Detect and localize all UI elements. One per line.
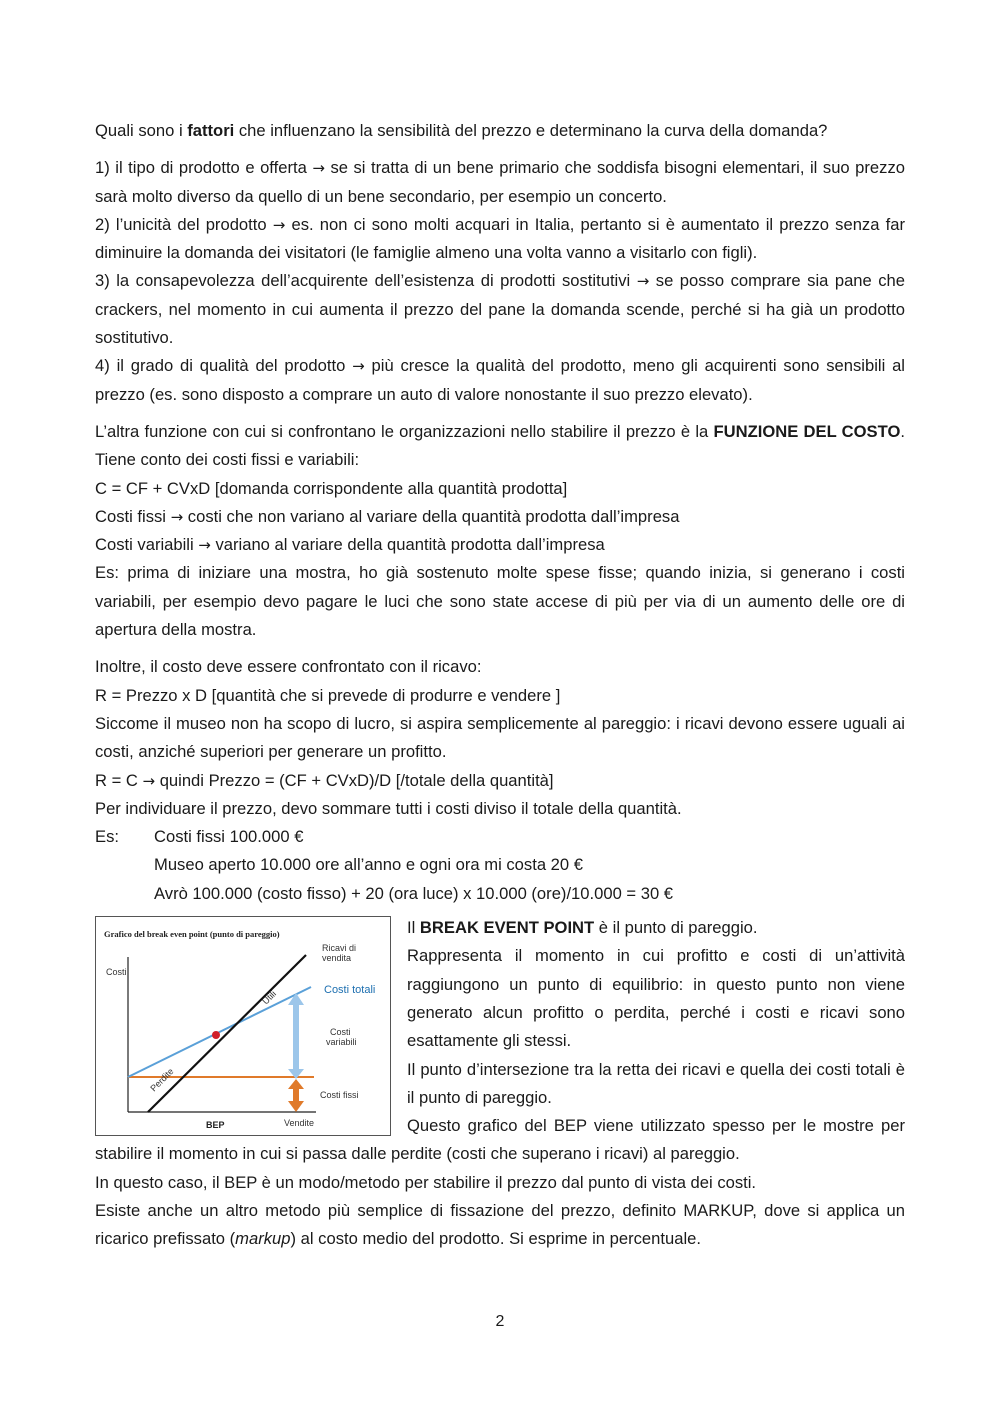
price-method: Per individuare il prezzo, devo sommare tutti i costi diviso il totale della quantità. (95, 798, 682, 818)
factor-3: 3) la consapevolezza dell’acquirente dell’esistenza di prodotti sostitutivi → se posso comprare sia pane che crackers, nel momento in cui aumenta il prezzo del pane la domanda scende, perché si ha già un prodotto sostitutivo. (95, 271, 906, 348)
y-axis-label: Costi (106, 967, 127, 978)
arrow-icon: → (352, 357, 365, 376)
non-profit-paragraph: Siccome il museo non ha scopo di lucro, si aspira semplicemente al pareggio: i ricavi devono essere uguali ai costi, anziché superiori per generare un profitto. (95, 713, 905, 762)
arrow-down-icon (288, 1101, 304, 1112)
bep-paragraph-4: In questo caso, il BEP è un modo/metodo per stabilire il prezzo dal punto di vista dei costi. (95, 1172, 757, 1192)
arrow-up-icon (288, 993, 304, 1005)
bep-paragraph-2: Il punto d’intersezione tra la retta dei ricavi e quella dei costi totali è il punto di pareggio. (407, 1059, 905, 1107)
bep-chart-figure (95, 916, 391, 1136)
document-body (95, 117, 905, 1254)
chart-title: Grafico del break even point (punto di pareggio) (104, 929, 280, 940)
arrow-icon: → (198, 536, 211, 555)
bep-definition: Il BREAK EVENT POINT è il punto di pareggio. (407, 918, 758, 938)
example-line-1: Costi fissi 100.000 € (154, 827, 304, 847)
break-even-point (212, 1031, 220, 1039)
exhibition-example: Es: prima di iniziare una mostra, ho già sostenuto molte spese fisse; quando inizia, si generano i costi variabili, per esempio devo pagare le luci che sono state accese di più per via di un aumento delle ore di apertura della mostra. (95, 563, 905, 640)
fixed-costs-label: Costi fissi (320, 1090, 359, 1101)
arrow-icon: → (272, 215, 286, 234)
revenue-intro: Inoltre, il costo deve essere confrontato con il ricavo: (95, 657, 482, 677)
fixed-costs-line: Costi fissi → costi che non variano al variare della quantità prodotta dall’impresa (95, 506, 680, 526)
variable-costs-label-2: variabili (326, 1037, 357, 1048)
arrow-icon: → (636, 272, 650, 291)
formula-break-even: R = C → quindi Prezzo = (CF + CVxD)/D [/totale della quantità] (95, 770, 554, 790)
formula-revenue: R = Prezzo x D [quantità che si prevede di produrre e vendere ] (95, 685, 561, 705)
sales-label: Vendite (284, 1118, 315, 1129)
total-costs-line (128, 987, 311, 1077)
bep-paragraph-1: Rappresenta il momento in cui profitto e costi di un’attività raggiungono un punto di equilibrio: in questo punto non viene generato alcun profitto o perdita, perché i costi e ricavi sono esattamente gli stessi. (407, 946, 905, 1051)
cost-function-paragraph: L’altra funzione con cui si confrontano le organizzazioni nello stabilire il prezzo è la FUNZIONE DEL COSTO. Tiene conto dei costi fissi e variabili: (95, 421, 905, 470)
arrow-icon: → (142, 771, 156, 790)
markup-paragraph: Esiste anche un altro metodo più semplice di fissazione del prezzo, definito MARKUP, dove si applica un ricarico prefissato (markup) al costo medio del prodotto. Si esprime in percentuale. (95, 1200, 905, 1249)
bep-label: BEP (206, 1120, 225, 1131)
bep-chart (96, 917, 390, 1135)
loss-label: Perdite (148, 1066, 176, 1094)
factor-4: 4) il grado di qualità del prodotto → più cresce la qualità del prodotto, meno gli acquirenti sono sensibili al prezzo (es. sono disposto a comprare un auto di valore nonostante il suo prezzo elevato). (95, 356, 905, 404)
factor-1: 1) il tipo di prodotto e offerta → se si tratta di un bene primario che soddisfa bisogni elementari, il suo prezzo sarà molto diverso da quello di un bene secondario, per esempio un concerto. (95, 158, 905, 206)
revenue-label-2: vendita (322, 953, 352, 964)
revenue-line (148, 955, 306, 1112)
bep-paragraph-3: Questo grafico del BEP viene utilizzato spesso per le mostre per stabilire il momento in cui si passa dalle perdite (costi che superano i ricavi) al pareggio. (95, 1116, 905, 1164)
profit-label: Utili (260, 988, 279, 1007)
example-line-2: Museo aperto 10.000 ore all’anno e ogni ora mi costa 20 € (154, 855, 583, 875)
example-line-3: Avrò 100.000 (costo fisso) + 20 (ora luce) x 10.000 (ore)/10.000 = 30 € (154, 883, 674, 903)
arrow-icon: → (312, 159, 325, 178)
formula-cost: C = CF + CVxD [domanda corrispondente alla quantità prodotta] (95, 478, 568, 498)
example-label: Es: (95, 827, 119, 847)
factor-2: 2) l’unicità del prodotto → es. non ci sono molti acquari in Italia, pertanto si è aumentato il prezzo senza far diminuire la domanda dei visitatori (le famiglie almeno una volta vanno a visitarlo con figli). (95, 214, 905, 263)
revenue-label-1: Ricavi di (322, 943, 357, 954)
arrow-up-icon (288, 1079, 304, 1089)
question-paragraph: Quali sono i fattori che influenzano la sensibilità del prezzo e determinano la curva della domanda? (95, 121, 828, 140)
variable-costs-label-1: Costi (330, 1027, 351, 1038)
page-number: 2 (495, 1313, 505, 1330)
calc-example (95, 823, 905, 851)
total-costs-label: Costi totali (324, 984, 376, 997)
variable-costs-line: Costi variabili → variano al variare della quantità prodotta dall’impresa (95, 535, 605, 555)
arrow-icon: → (170, 507, 184, 526)
